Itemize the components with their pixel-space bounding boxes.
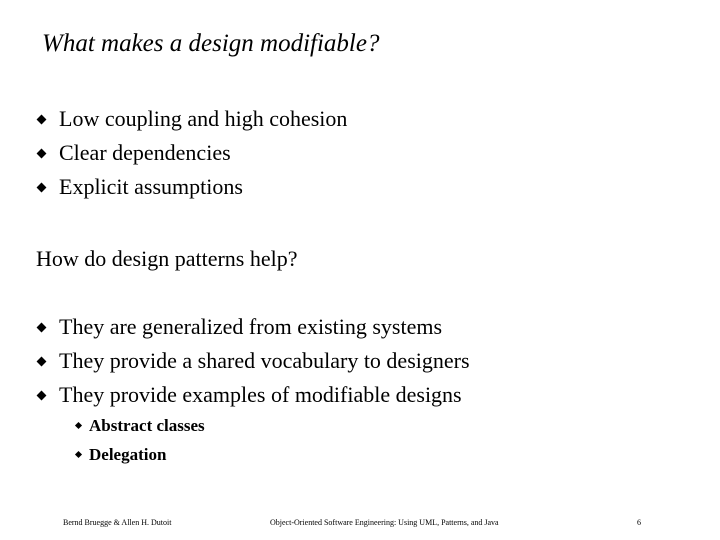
diamond-bullet-icon [37, 357, 47, 367]
small-diamond-bullet-icon [75, 422, 82, 429]
diamond-bullet-icon [37, 183, 47, 193]
bullet-text: They provide examples of modifiable designs [59, 382, 462, 407]
diamond-bullet-icon [37, 391, 47, 401]
bullet-text: Low coupling and high cohesion [59, 106, 348, 131]
bullet-text: They provide a shared vocabulary to designers [59, 348, 470, 373]
diamond-bullet-icon [37, 149, 47, 159]
slide-title: What makes a design modifiable? [42, 30, 380, 57]
diamond-bullet-icon [37, 323, 47, 333]
sub-bullet-text: Delegation [89, 445, 167, 464]
footer-book-title: Object-Oriented Software Engineering: Using UML, Patterns, and Java [270, 518, 499, 527]
bullet-text: They are generalized from existing systems [59, 314, 443, 339]
section-question: How do design patterns help? [36, 246, 298, 271]
sub-bullet-text: Abstract classes [89, 416, 205, 435]
footer-authors: Bernd Bruegge & Allen H. Dutoit [63, 518, 172, 527]
bullet-text: Explicit assumptions [59, 174, 243, 199]
small-diamond-bullet-icon [75, 451, 82, 458]
footer-page-number: 6 [637, 518, 641, 527]
bullet-text: Clear dependencies [59, 140, 231, 165]
diamond-bullet-icon [37, 115, 47, 125]
